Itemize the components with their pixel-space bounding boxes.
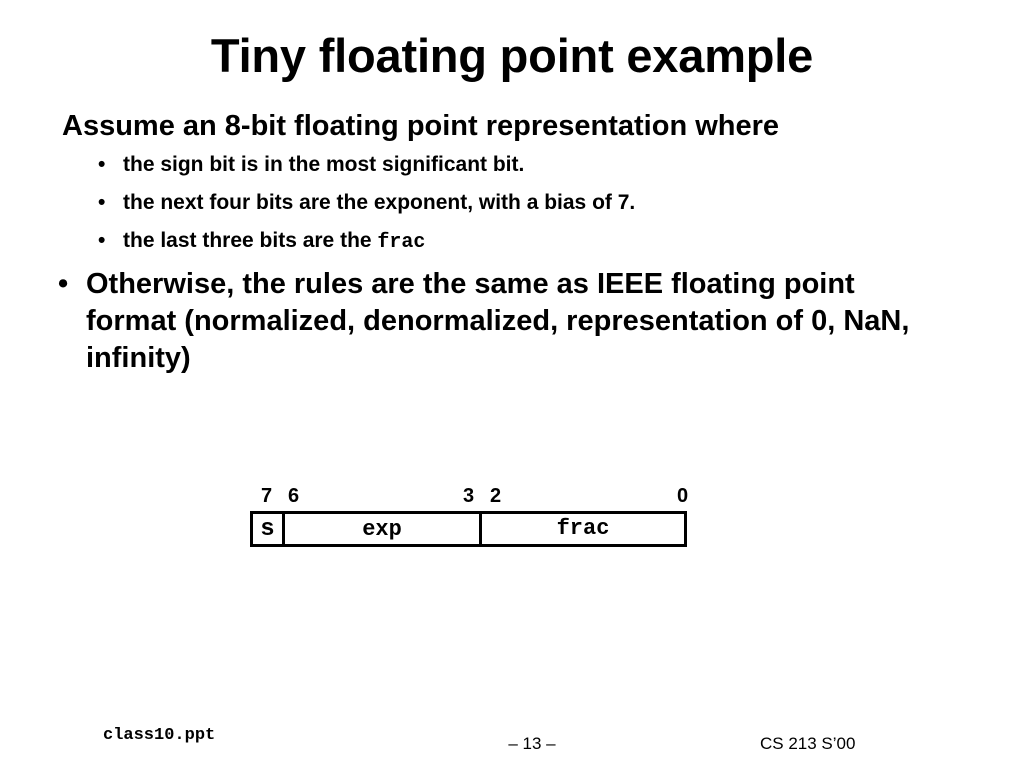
sub-bullet-list bbox=[98, 152, 635, 266]
exp-field: exp bbox=[285, 514, 482, 544]
sign-field: s bbox=[253, 514, 285, 544]
bullet-icon: • bbox=[98, 191, 106, 214]
bit-number-2: 2 bbox=[490, 485, 502, 507]
sub-bullet-text: the last three bits are the bbox=[123, 229, 378, 252]
main-bullet bbox=[58, 266, 938, 377]
main-bullet-text: Otherwise, the rules are the same as IEEE floating point format (normalized, denormalized, representation of 0, NaN, infinity) bbox=[86, 268, 910, 374]
frac-field: frac bbox=[556, 516, 610, 541]
slide-title: Tiny floating point example bbox=[210, 29, 814, 82]
sub-bullet-item bbox=[98, 152, 635, 178]
bullet-icon: • bbox=[98, 153, 106, 176]
footer-course: CS 213 S’00 bbox=[760, 734, 856, 753]
sub-bullet-item bbox=[98, 228, 635, 254]
footer-page-number: – 13 – bbox=[508, 734, 556, 753]
bit-number-0: 0 bbox=[677, 485, 689, 507]
sub-bullet-text: the next four bits are the exponent, with a bias of 7. bbox=[123, 191, 636, 214]
bit-number-3: 3 bbox=[463, 485, 475, 507]
bit-number-6: 6 bbox=[288, 485, 300, 507]
lead-text: Assume an 8-bit floating point representation where bbox=[62, 110, 780, 142]
bit-field-diagram bbox=[250, 511, 687, 547]
sub-bullet-text: the sign bit is in the most significant bit. bbox=[123, 153, 525, 176]
code-term: frac bbox=[377, 231, 426, 254]
bullet-icon: • bbox=[98, 229, 106, 252]
footer-filename: class10.ppt bbox=[103, 726, 216, 745]
bit-number-7: 7 bbox=[261, 485, 273, 507]
bullet-icon: • bbox=[58, 268, 69, 300]
sub-bullet-item bbox=[98, 190, 635, 216]
